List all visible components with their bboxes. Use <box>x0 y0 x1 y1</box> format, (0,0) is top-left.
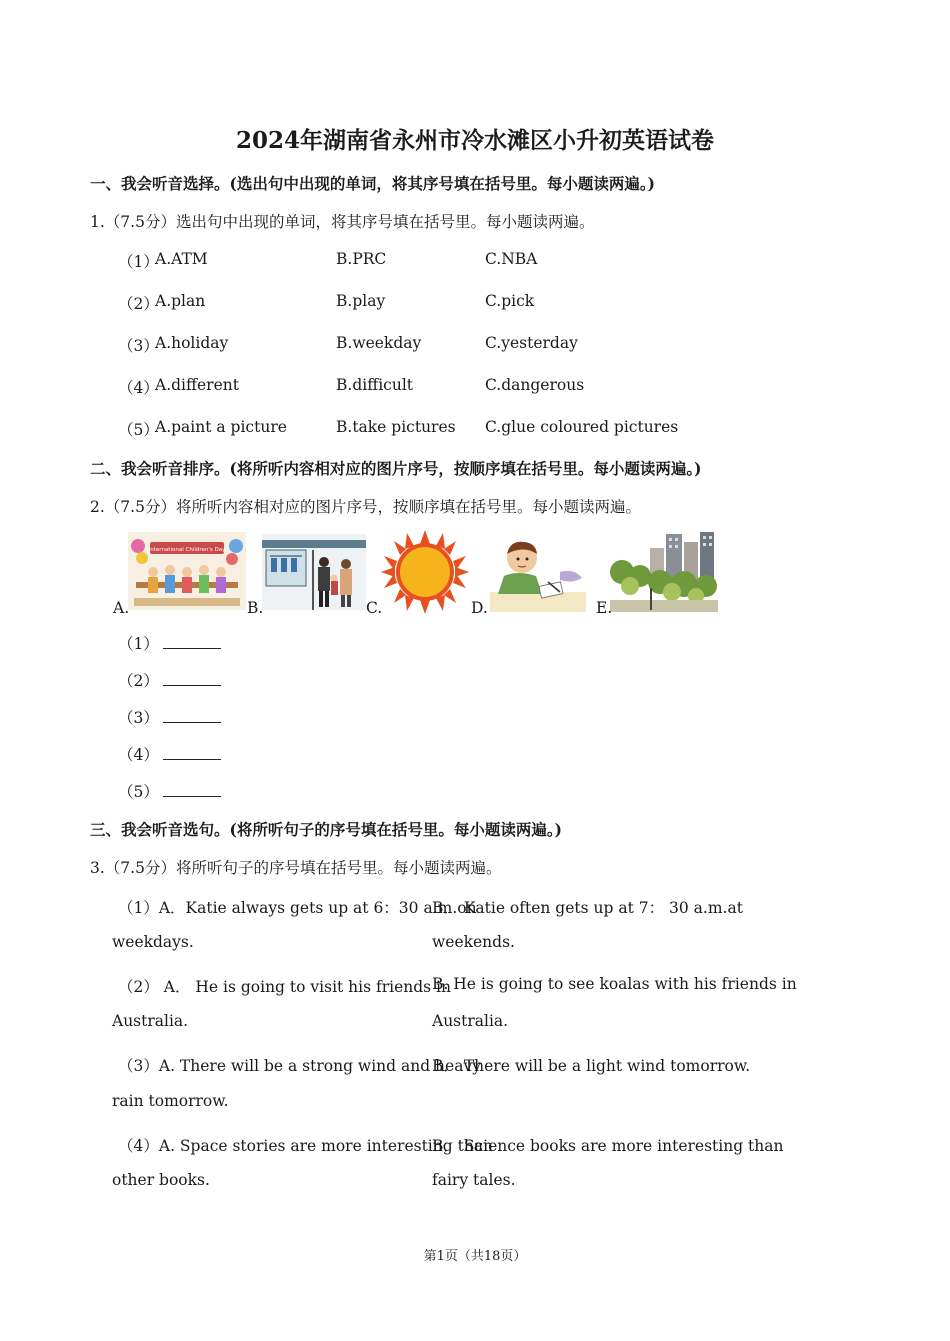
question-3: 3.（7.5分）将所听句子的序号填在括号里。每小题读两遍。 <box>90 859 502 877</box>
picture-label-e: E. <box>596 599 613 617</box>
option-c: C.pick <box>485 292 535 310</box>
section-2-heading: 二、我会听音排序。(将所听内容相对应的图片序号，按顺序填在括号里。每小题读两遍。) <box>90 459 702 478</box>
item-option-a-line1: （2） A． He is going to visit his friends in <box>118 978 452 996</box>
answer-blank[interactable] <box>118 632 221 654</box>
item-option-b-line2: fairy tales. <box>432 1171 516 1189</box>
picture-label-a: A. <box>113 599 130 617</box>
option-row-num: （3） <box>118 337 159 355</box>
option-row-num: （5） <box>118 421 159 439</box>
item-option-a-line1: （1）A．Katie always gets up at 6：30 a.m.on <box>118 899 477 917</box>
option-row-num: （1） <box>118 253 159 271</box>
blank-number: （1） <box>118 635 159 653</box>
answer-blank[interactable] <box>118 743 221 765</box>
option-a: A.different <box>155 376 239 394</box>
picture-a-party <box>128 532 246 610</box>
blank-number: （4） <box>118 746 159 764</box>
picture-label-c: C. <box>366 599 383 617</box>
option-a: A.paint a picture <box>155 418 287 436</box>
item-option-b-line1: B． Katie often gets up at 7： 30 a.m.at <box>432 899 743 917</box>
answer-blank[interactable] <box>118 780 221 802</box>
page-title: 2024年湖南省永州市冷水滩区小升初英语试卷 <box>235 127 714 154</box>
item-option-b-line1: B． There will be a light wind tomorrow. <box>432 1057 751 1075</box>
option-row-num: （2） <box>118 295 159 313</box>
item-option-a-line2: other books. <box>112 1171 210 1189</box>
blank-line[interactable] <box>163 710 221 723</box>
picture-e-city-park <box>610 530 718 612</box>
item-option-b-line2: Australia. <box>432 1012 509 1030</box>
option-b: B.weekday <box>336 334 422 352</box>
question-2: 2.（7.5分）将所听内容相对应的图片序号，按顺序填在括号里。每小题读两遍。 <box>90 498 641 516</box>
option-row-num: （4） <box>118 379 159 397</box>
picture-a-banner: International Children's Day <box>148 547 226 553</box>
blank-line[interactable] <box>163 636 221 649</box>
option-c: C.NBA <box>485 250 538 268</box>
item-option-b-line1: B. He is going to see koalas with his friends in <box>432 975 797 993</box>
item-option-b-line1: B． Science books are more interesting than <box>432 1137 784 1155</box>
item-option-a-line1: （4）A. Space stories are more interesting than <box>118 1137 494 1155</box>
option-b: B.PRC <box>336 250 387 268</box>
blank-number: （5） <box>118 783 159 801</box>
option-b: B.difficult <box>336 376 414 394</box>
section-3-heading: 三、我会听音选句。(将所听句子的序号填在括号里。每小题读两遍。) <box>90 820 562 839</box>
page-footer: 第1页（共18页） <box>423 1249 527 1264</box>
option-c: C.glue coloured pictures <box>485 418 679 436</box>
answer-blank[interactable] <box>118 706 221 728</box>
picture-label-b: B. <box>247 599 264 617</box>
option-c: C.yesterday <box>485 334 578 352</box>
item-option-a-line2: weekdays. <box>112 933 194 951</box>
option-b: B.play <box>336 292 386 310</box>
option-a: A.holiday <box>155 334 229 352</box>
blank-line[interactable] <box>163 784 221 797</box>
answer-blank[interactable] <box>118 669 221 691</box>
item-option-a-line2: rain tomorrow. <box>112 1092 229 1110</box>
question-1: 1.（7.5分）选出句中出现的单词，将其序号填在括号里。每小题读两遍。 <box>90 213 595 231</box>
blank-number: （3） <box>118 709 159 727</box>
blank-line[interactable] <box>163 673 221 686</box>
option-b: B.take pictures <box>336 418 456 436</box>
picture-label-d: D. <box>471 599 488 617</box>
picture-c-sun <box>381 530 469 614</box>
section-1-heading: 一、我会听音选择。(选出句中出现的单词，将其序号填在括号里。每小题读两遍。) <box>90 174 655 193</box>
picture-b-shopping <box>262 534 366 610</box>
blank-number: （2） <box>118 672 159 690</box>
option-a: A.ATM <box>155 250 208 268</box>
option-a: A.plan <box>155 292 206 310</box>
option-c: C.dangerous <box>485 376 585 394</box>
item-option-a-line2: Australia. <box>112 1012 189 1030</box>
picture-d-boy-drawing <box>488 532 588 612</box>
blank-line[interactable] <box>163 747 221 760</box>
item-option-a-line1: （3）A. There will be a strong wind and heavy <box>118 1057 481 1075</box>
item-option-b-line2: weekends. <box>432 933 515 951</box>
